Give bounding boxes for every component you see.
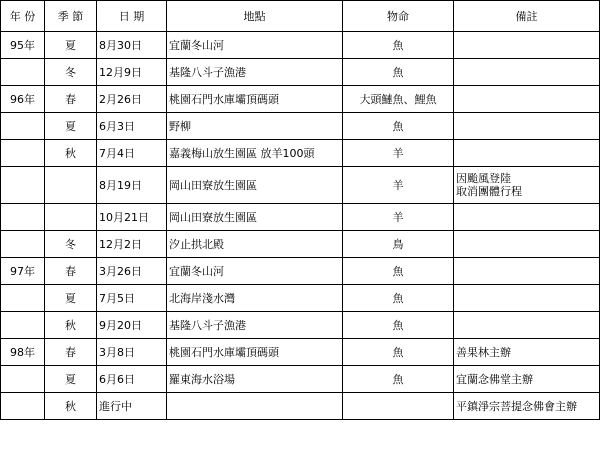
cell-year bbox=[1, 140, 45, 167]
cell-place: 宜蘭冬山河 bbox=[167, 258, 343, 285]
cell-place: 羅東海水浴場 bbox=[167, 366, 343, 393]
table-body bbox=[1, 32, 600, 420]
cell-date: 7月5日 bbox=[97, 285, 167, 312]
cell-animal: 魚 bbox=[343, 339, 454, 366]
header-year: 年 份 bbox=[1, 1, 45, 32]
cell-animal: 魚 bbox=[343, 312, 454, 339]
cell-year: 97年 bbox=[1, 258, 45, 285]
cell-season: 春 bbox=[45, 86, 97, 113]
cell-season: 秋 bbox=[45, 140, 97, 167]
cell-note bbox=[454, 258, 600, 285]
cell-date: 12月2日 bbox=[97, 231, 167, 258]
cell-year: 98年 bbox=[1, 339, 45, 366]
cell-animal: 大頭鰱魚、鯉魚 bbox=[343, 86, 454, 113]
cell-year bbox=[1, 59, 45, 86]
cell-season bbox=[45, 204, 97, 231]
table-row bbox=[1, 86, 600, 113]
cell-note bbox=[454, 312, 600, 339]
cell-date: 8月19日 bbox=[97, 167, 167, 204]
cell-animal: 魚 bbox=[343, 113, 454, 140]
cell-date: 9月20日 bbox=[97, 312, 167, 339]
cell-animal: 鳥 bbox=[343, 231, 454, 258]
cell-animal: 羊 bbox=[343, 167, 454, 204]
cell-note: 宜蘭念佛堂主辦 bbox=[454, 366, 600, 393]
cell-date: 8月30日 bbox=[97, 32, 167, 59]
cell-year bbox=[1, 366, 45, 393]
cell-season: 夏 bbox=[45, 285, 97, 312]
cell-year bbox=[1, 113, 45, 140]
cell-animal bbox=[343, 393, 454, 420]
header-date: 日 期 bbox=[97, 1, 167, 32]
cell-date: 10月21日 bbox=[97, 204, 167, 231]
cell-note bbox=[454, 86, 600, 113]
cell-year bbox=[1, 312, 45, 339]
cell-season: 春 bbox=[45, 339, 97, 366]
table-row bbox=[1, 393, 600, 420]
cell-place: 基隆八斗子漁港 bbox=[167, 59, 343, 86]
cell-date: 6月3日 bbox=[97, 113, 167, 140]
cell-year: 96年 bbox=[1, 86, 45, 113]
cell-season: 冬 bbox=[45, 231, 97, 258]
table-row bbox=[1, 59, 600, 86]
table-row bbox=[1, 204, 600, 231]
table-row bbox=[1, 140, 600, 167]
cell-date: 3月8日 bbox=[97, 339, 167, 366]
cell-animal: 羊 bbox=[343, 204, 454, 231]
cell-year bbox=[1, 393, 45, 420]
header-row bbox=[1, 1, 600, 32]
cell-year: 95年 bbox=[1, 32, 45, 59]
cell-season: 秋 bbox=[45, 312, 97, 339]
cell-note bbox=[454, 59, 600, 86]
cell-note bbox=[454, 285, 600, 312]
cell-animal: 魚 bbox=[343, 258, 454, 285]
cell-animal: 魚 bbox=[343, 59, 454, 86]
header-season: 季 節 bbox=[45, 1, 97, 32]
table-row bbox=[1, 231, 600, 258]
cell-season: 夏 bbox=[45, 113, 97, 140]
cell-place: 岡山田寮放生園區 bbox=[167, 204, 343, 231]
cell-season: 春 bbox=[45, 258, 97, 285]
table-row bbox=[1, 113, 600, 140]
cell-place: 汐止拱北殿 bbox=[167, 231, 343, 258]
cell-animal: 魚 bbox=[343, 32, 454, 59]
cell-note: 善果林主辦 bbox=[454, 339, 600, 366]
header-note: 備註 bbox=[454, 1, 600, 32]
cell-date: 7月4日 bbox=[97, 140, 167, 167]
cell-year bbox=[1, 285, 45, 312]
cell-place: 嘉義梅山放生園區 放羊100頭 bbox=[167, 140, 343, 167]
cell-season: 夏 bbox=[45, 366, 97, 393]
cell-season: 冬 bbox=[45, 59, 97, 86]
table-row bbox=[1, 312, 600, 339]
cell-place: 桃園石門水庫壩頂碼頭 bbox=[167, 339, 343, 366]
cell-place bbox=[167, 393, 343, 420]
cell-animal: 羊 bbox=[343, 140, 454, 167]
cell-date: 2月26日 bbox=[97, 86, 167, 113]
cell-date: 3月26日 bbox=[97, 258, 167, 285]
cell-animal: 魚 bbox=[343, 285, 454, 312]
cell-note bbox=[454, 231, 600, 258]
cell-year bbox=[1, 231, 45, 258]
table-row bbox=[1, 32, 600, 59]
cell-season: 夏 bbox=[45, 32, 97, 59]
table-row bbox=[1, 339, 600, 366]
table-row bbox=[1, 366, 600, 393]
cell-season: 秋 bbox=[45, 393, 97, 420]
table-row bbox=[1, 167, 600, 204]
cell-animal: 魚 bbox=[343, 366, 454, 393]
cell-date: 12月9日 bbox=[97, 59, 167, 86]
cell-note bbox=[454, 204, 600, 231]
cell-season bbox=[45, 167, 97, 204]
cell-year bbox=[1, 167, 45, 204]
cell-note bbox=[454, 32, 600, 59]
cell-date: 進行中 bbox=[97, 393, 167, 420]
cell-note: 因颱風登陸 取消團體行程 bbox=[454, 167, 600, 204]
table-row bbox=[1, 285, 600, 312]
cell-note bbox=[454, 140, 600, 167]
cell-date: 6月6日 bbox=[97, 366, 167, 393]
cell-place: 野柳 bbox=[167, 113, 343, 140]
table-row bbox=[1, 258, 600, 285]
cell-place: 基隆八斗子漁港 bbox=[167, 312, 343, 339]
cell-place: 桃園石門水庫壩頂碼頭 bbox=[167, 86, 343, 113]
header-place: 地點 bbox=[167, 1, 343, 32]
cell-place: 岡山田寮放生園區 bbox=[167, 167, 343, 204]
cell-year bbox=[1, 204, 45, 231]
cell-note: 平鎮淨宗菩提念佛會主辦 bbox=[454, 393, 600, 420]
cell-note bbox=[454, 113, 600, 140]
cell-place: 北海岸淺水灣 bbox=[167, 285, 343, 312]
header-animal: 物命 bbox=[343, 1, 454, 32]
cell-place: 宜蘭冬山河 bbox=[167, 32, 343, 59]
